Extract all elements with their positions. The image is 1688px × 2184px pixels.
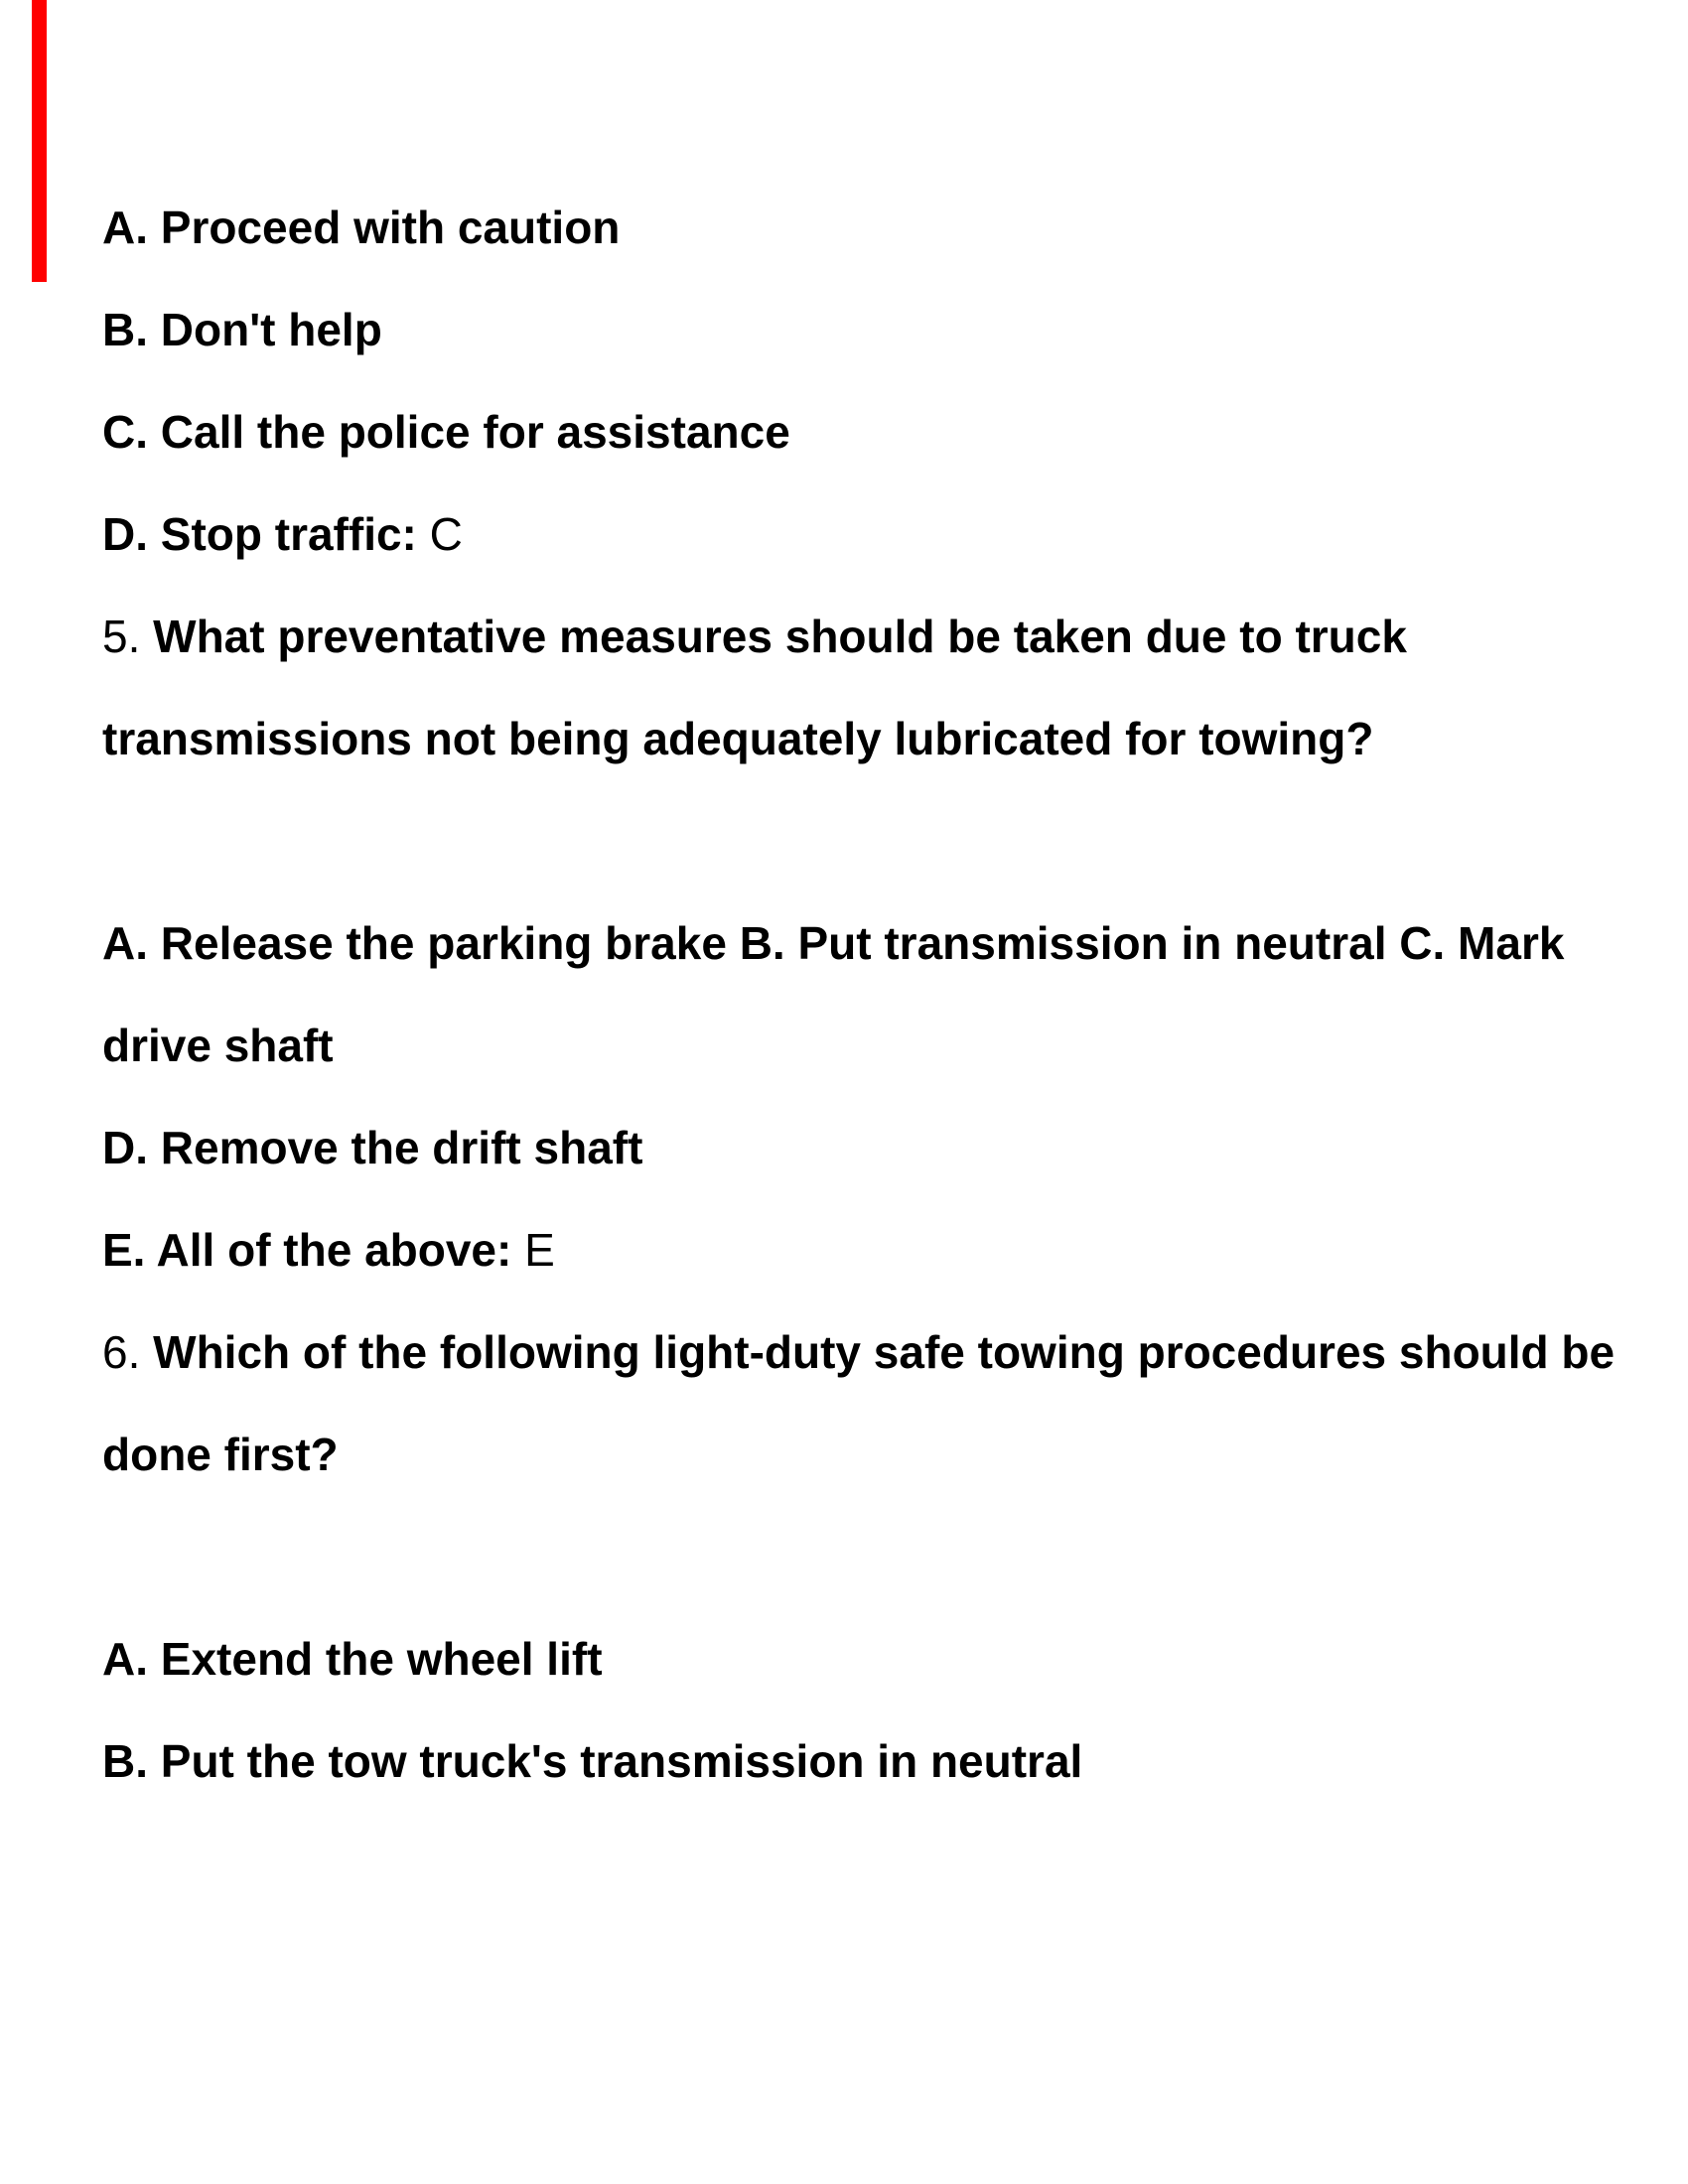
text-segment: What preventative measures should be taken due to truck bbox=[153, 611, 1407, 662]
text-line bbox=[102, 1097, 1648, 1199]
text-segment: drive shaft bbox=[102, 1020, 334, 1071]
blank-line bbox=[102, 790, 1648, 892]
quiz-document-text bbox=[102, 177, 1648, 1813]
text-segment: B. Don't help bbox=[102, 304, 382, 355]
text-segment: E. All of the above: bbox=[102, 1224, 512, 1276]
text-segment: C. Call the police for assistance bbox=[102, 406, 790, 458]
text-segment: A. Extend the wheel lift bbox=[102, 1633, 603, 1685]
text-segment: D. Remove the drift shaft bbox=[102, 1122, 643, 1173]
text-line bbox=[102, 688, 1648, 790]
text-segment: Which of the following light-duty safe towing procedures should be bbox=[153, 1326, 1616, 1378]
text-line bbox=[102, 1199, 1648, 1301]
text-line bbox=[102, 483, 1648, 586]
text-segment: 5. bbox=[102, 611, 154, 662]
text-segment: E bbox=[511, 1224, 555, 1276]
text-line bbox=[102, 1710, 1648, 1813]
text-segment: C bbox=[416, 508, 463, 560]
text-segment: 6. bbox=[102, 1326, 154, 1378]
text-line bbox=[102, 279, 1648, 381]
text-line bbox=[102, 177, 1648, 279]
text-line bbox=[102, 892, 1648, 995]
text-segment: done first? bbox=[102, 1429, 339, 1480]
text-line bbox=[102, 1404, 1648, 1506]
text-segment: transmissions not being adequately lubricated for towing? bbox=[102, 713, 1374, 764]
text-line bbox=[102, 995, 1648, 1097]
text-segment: B. Put the tow truck's transmission in neutral bbox=[102, 1735, 1083, 1787]
text-segment: D. Stop traffic: bbox=[102, 508, 417, 560]
red-marker-bar bbox=[32, 0, 47, 282]
text-segment: A. Proceed with caution bbox=[102, 202, 621, 253]
text-line bbox=[102, 586, 1648, 688]
text-line bbox=[102, 381, 1648, 483]
text-segment: A. Release the parking brake B. Put transmission in neutral C. Mark bbox=[102, 917, 1565, 969]
text-line bbox=[102, 1608, 1648, 1710]
blank-line bbox=[102, 1506, 1648, 1608]
text-line bbox=[102, 1301, 1648, 1404]
